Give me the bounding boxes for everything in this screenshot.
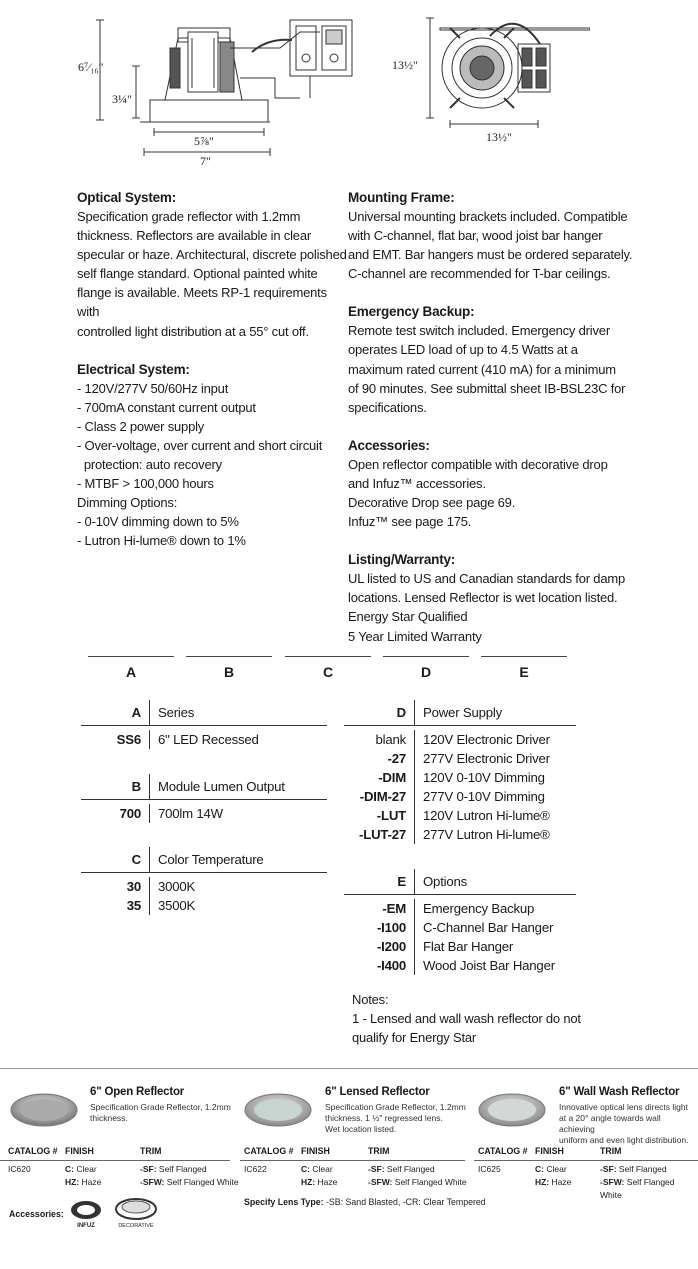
option-desc: C-Channel Bar Hanger	[414, 918, 553, 937]
top-view-drawing	[390, 8, 590, 158]
finish-options	[535, 1163, 571, 1189]
optical-title: Optical System:	[77, 190, 177, 205]
option-desc: 277V 0-10V Dimming	[414, 787, 545, 806]
table-row	[344, 768, 576, 787]
electrical-item: - 700mA constant current output	[77, 399, 256, 415]
electrical-section	[77, 360, 352, 551]
table-key: D	[396, 705, 406, 720]
finish-code: C:	[535, 1164, 544, 1174]
table-row	[81, 877, 327, 896]
order-letter-c: C	[323, 664, 333, 680]
trim-code: -SFW:	[600, 1177, 625, 1187]
reflector-desc	[90, 1102, 231, 1124]
trim-code: -SF:	[368, 1164, 385, 1174]
order-blank-d	[383, 656, 469, 657]
table-row	[344, 918, 576, 937]
option-desc: 700lm 14W	[149, 804, 223, 823]
reflector-title: 6" Wall Wash Reflector	[559, 1086, 680, 1098]
dim-outer-width: 7"	[200, 154, 211, 168]
option-desc: 3000K	[149, 877, 195, 896]
table-lumen-output	[81, 774, 327, 823]
trim-name: Self Flanged	[158, 1164, 207, 1174]
option-desc: 3500K	[149, 896, 195, 915]
dim-top-width: 13½"	[486, 130, 512, 144]
spec-left-column	[77, 188, 352, 551]
finish-header: FINISH	[65, 1146, 94, 1156]
desc-line: uniform and even light distribution.	[559, 1135, 689, 1145]
finish-code: C:	[301, 1164, 310, 1174]
trim-name: Self Flanged White	[394, 1177, 467, 1187]
table-row	[344, 899, 576, 918]
order-letter-b: B	[224, 664, 234, 680]
trim-name: Self Flanged	[386, 1164, 435, 1174]
trim-code: -SFW:	[368, 1177, 393, 1187]
electrical-item: - 0-10V dimming down to 5%	[77, 514, 239, 530]
finish-code: C:	[65, 1164, 74, 1174]
optical-line: specular or haze. Architectural, discrete polished	[77, 247, 347, 263]
option-code: 35	[126, 898, 141, 913]
finish-code: HZ:	[65, 1177, 80, 1187]
catalog-header: CATALOG #	[8, 1146, 58, 1156]
finish-name: Haze	[551, 1177, 572, 1187]
order-letter-d: D	[421, 664, 431, 680]
finish-code: HZ:	[535, 1177, 550, 1187]
trim-code: -SF:	[600, 1164, 617, 1174]
emergency-section	[348, 302, 648, 416]
notes-line: qualify for Energy Star	[352, 1030, 477, 1046]
reflector-title: 6" Lensed Reflector	[325, 1086, 430, 1098]
option-code: -DIM	[378, 770, 406, 785]
order-blank-e	[481, 656, 567, 657]
table-row	[344, 937, 576, 956]
dim-lower-height: 3¼"	[112, 92, 132, 106]
option-code: -DIM-27	[359, 789, 406, 804]
infuz-label: INFUZ	[77, 1223, 95, 1229]
dim-total-height: 6⁷⁄₁₆"	[78, 60, 104, 74]
table-row	[81, 804, 327, 823]
table-label: Series	[149, 700, 194, 725]
finish-options	[65, 1163, 101, 1189]
notes-title: Notes:	[352, 992, 389, 1007]
listing-line: locations. Lensed Reflector is wet location listed.	[348, 590, 618, 606]
catalog-number: IC625	[478, 1164, 501, 1174]
desc-line: at a 20° angle towards wall achieving	[559, 1113, 661, 1134]
option-desc: 277V Electronic Driver	[414, 749, 550, 768]
option-code: -I200	[376, 939, 406, 954]
desc-line: thickness.	[90, 1113, 128, 1123]
reflector-desc	[325, 1102, 466, 1135]
trim-header: TRIM	[368, 1146, 390, 1156]
lens-type-label: Specify Lens Type:	[244, 1197, 324, 1207]
table-color-temperature	[81, 847, 327, 915]
desc-line: Wet location listed.	[325, 1124, 397, 1134]
mounting-title: Mounting Frame:	[348, 190, 455, 205]
option-desc: 120V Electronic Driver	[414, 730, 550, 749]
option-code: 700	[119, 806, 141, 821]
option-desc: Emergency Backup	[414, 899, 534, 918]
option-code: SS6	[116, 732, 141, 747]
trim-header: TRIM	[140, 1146, 162, 1156]
finish-header: FINISH	[535, 1146, 564, 1156]
desc-line: thickness. 1 ½" regressed lens.	[325, 1113, 443, 1123]
trim-options	[368, 1163, 467, 1189]
reflector-title: 6" Open Reflector	[90, 1086, 185, 1098]
finish-name: Haze	[81, 1177, 102, 1187]
option-desc: Wood Joist Bar Hanger	[414, 956, 555, 975]
catalog-number: IC622	[244, 1164, 267, 1174]
emergency-line: Remote test switch included. Emergency driver	[348, 323, 610, 339]
electrical-item: - MTBF > 100,000 hours	[77, 476, 214, 492]
emergency-line: maximum rated current (410 mA) for a minimum	[348, 361, 616, 377]
trim-options	[600, 1163, 698, 1202]
mounting-line: C-channel are recommended for T-bar ceilings.	[348, 266, 611, 282]
table-row	[81, 896, 327, 915]
option-code: blank	[375, 732, 406, 747]
notes-line: 1 - Lensed and wall wash reflector do not	[352, 1011, 581, 1027]
emergency-line: of 90 minutes. See submittal sheet IB-BSL23C for	[348, 380, 626, 396]
table-row	[344, 806, 576, 825]
catalog-rule	[240, 1160, 465, 1161]
table-options	[344, 869, 576, 975]
reflector-desc	[559, 1102, 698, 1146]
electrical-item: - Lutron Hi-lume® down to 1%	[77, 533, 246, 549]
trim-name: Self Flanged White	[600, 1177, 675, 1200]
finish-options	[301, 1163, 337, 1189]
listing-section	[348, 550, 648, 645]
electrical-item: - Over-voltage, over current and short circuit	[77, 437, 323, 453]
trim-name: Self Flanged White	[166, 1177, 239, 1187]
table-power-supply	[344, 700, 576, 844]
accessories-line: Open reflector compatible with decorative drop	[348, 456, 608, 472]
finish-code: HZ:	[301, 1177, 316, 1187]
catalog-header: CATALOG #	[478, 1146, 528, 1156]
option-desc: 277V Lutron Hi-lume®	[414, 825, 550, 844]
option-code: -LUT-27	[359, 827, 406, 842]
optical-line: controlled light distribution at a 55° cut off.	[77, 323, 309, 339]
option-code: 30	[126, 879, 141, 894]
finish-header: FINISH	[301, 1146, 330, 1156]
table-key: E	[397, 874, 406, 889]
table-row	[344, 730, 576, 749]
option-code: -EM	[382, 901, 406, 916]
dim-top-height: 13½"	[392, 58, 418, 72]
table-row	[344, 825, 576, 844]
table-row	[81, 730, 327, 749]
optical-line: flange is available. Meets RP-1 requirements with	[77, 285, 327, 320]
desc-line: Specification Grade Reflector, 1.2mm	[90, 1102, 231, 1112]
side-view-drawing	[70, 8, 370, 178]
electrical-item: - 120V/277V 50/60Hz input	[77, 380, 229, 396]
optical-line: thickness. Reflectors are available in clear	[77, 228, 311, 244]
finish-name: Haze	[317, 1177, 338, 1187]
lensed-reflector-icon	[244, 1092, 312, 1128]
order-letter-a: A	[126, 664, 136, 680]
table-label: Options	[414, 869, 467, 894]
option-desc: Flat Bar Hanger	[414, 937, 513, 956]
trim-options	[140, 1163, 239, 1189]
accessories-line: Decorative Drop see page 69.	[348, 495, 516, 511]
option-code: -I100	[376, 920, 406, 935]
catalog-number: IC620	[8, 1164, 31, 1174]
table-label: Color Temperature	[149, 847, 264, 872]
catalog-header: CATALOG #	[244, 1146, 294, 1156]
notes-section	[352, 990, 612, 1047]
accessories-line: Infuz™ see page 175.	[348, 514, 472, 530]
optical-line: self flange standard. Optional painted white	[77, 266, 318, 282]
finish-name: Clear	[312, 1164, 333, 1174]
listing-line: UL listed to US and Canadian standards for damp	[348, 571, 626, 587]
mounting-line: with C-channel, flat bar, wood joist bar hanger	[348, 228, 603, 244]
electrical-item: protection: auto recovery	[77, 457, 222, 473]
lens-type-text: -SB: Sand Blasted, -CR: Clear Tempered	[325, 1197, 486, 1207]
decorative-accessory-icon	[112, 1197, 160, 1229]
accessories-label: Accessories:	[9, 1209, 64, 1219]
catalog-rule	[0, 1160, 230, 1161]
order-blank-a	[88, 656, 174, 657]
table-row	[344, 787, 576, 806]
finish-name: Clear	[76, 1164, 97, 1174]
listing-line: Energy Star Qualified	[348, 609, 468, 625]
option-desc: 6" LED Recessed	[149, 730, 259, 749]
trim-code: -SF:	[140, 1164, 157, 1174]
optical-section	[77, 188, 352, 341]
catalog-rule	[474, 1160, 698, 1161]
table-label: Module Lumen Output	[149, 774, 285, 799]
option-code: -27	[387, 751, 406, 766]
optical-line: Specification grade reflector with 1.2mm	[77, 209, 301, 224]
order-blank-b	[186, 656, 272, 657]
desc-line: Specification Grade Reflector, 1.2mm	[325, 1102, 466, 1112]
wall-wash-reflector-icon	[478, 1092, 546, 1128]
accessories-line: and Infuz™ accessories.	[348, 475, 486, 491]
mounting-line: Universal mounting brackets included. Compatible	[348, 209, 628, 224]
dim-inner-width: 5⅞"	[194, 134, 214, 148]
emergency-line: operates LED load of up to 4.5 Watts at a	[348, 342, 578, 358]
desc-line: Innovative optical lens directs light	[559, 1102, 688, 1112]
electrical-title: Electrical System:	[77, 361, 190, 377]
table-label: Power Supply	[414, 700, 502, 725]
option-code: -I400	[376, 958, 406, 973]
table-row	[344, 749, 576, 768]
accessories-title: Accessories:	[348, 437, 430, 453]
infuz-accessory-icon	[68, 1199, 104, 1229]
decorative-label: DECORATIVE	[118, 1223, 154, 1229]
table-key: B	[131, 779, 141, 794]
table-series	[81, 700, 327, 749]
trim-code: -SFW:	[140, 1177, 165, 1187]
mounting-section	[348, 188, 648, 283]
emergency-line: specifications.	[348, 399, 427, 415]
finish-name: Clear	[546, 1164, 567, 1174]
section-divider	[0, 1068, 698, 1069]
trim-name: Self Flanged	[618, 1164, 667, 1174]
electrical-item: - Class 2 power supply	[77, 418, 205, 434]
open-reflector-icon	[10, 1092, 78, 1128]
listing-line: 5 Year Limited Warranty	[348, 628, 482, 644]
order-letter-e: E	[519, 664, 529, 680]
lens-type-note	[244, 1197, 486, 1207]
option-desc: 120V Lutron Hi-lume®	[414, 806, 550, 825]
table-row	[344, 956, 576, 975]
order-blank-c	[285, 656, 371, 657]
mounting-line: and EMT. Bar hangers must be ordered separately.	[348, 247, 633, 263]
option-code: -LUT	[376, 808, 406, 823]
table-key: C	[131, 852, 141, 867]
emergency-title: Emergency Backup:	[348, 304, 475, 320]
option-desc: 120V 0-10V Dimming	[414, 768, 545, 787]
listing-title: Listing/Warranty:	[348, 552, 456, 568]
table-key: A	[131, 705, 141, 720]
trim-header: TRIM	[600, 1146, 622, 1156]
electrical-item: Dimming Options:	[77, 495, 178, 511]
accessories-section	[348, 436, 648, 531]
spec-right-column	[348, 188, 648, 646]
